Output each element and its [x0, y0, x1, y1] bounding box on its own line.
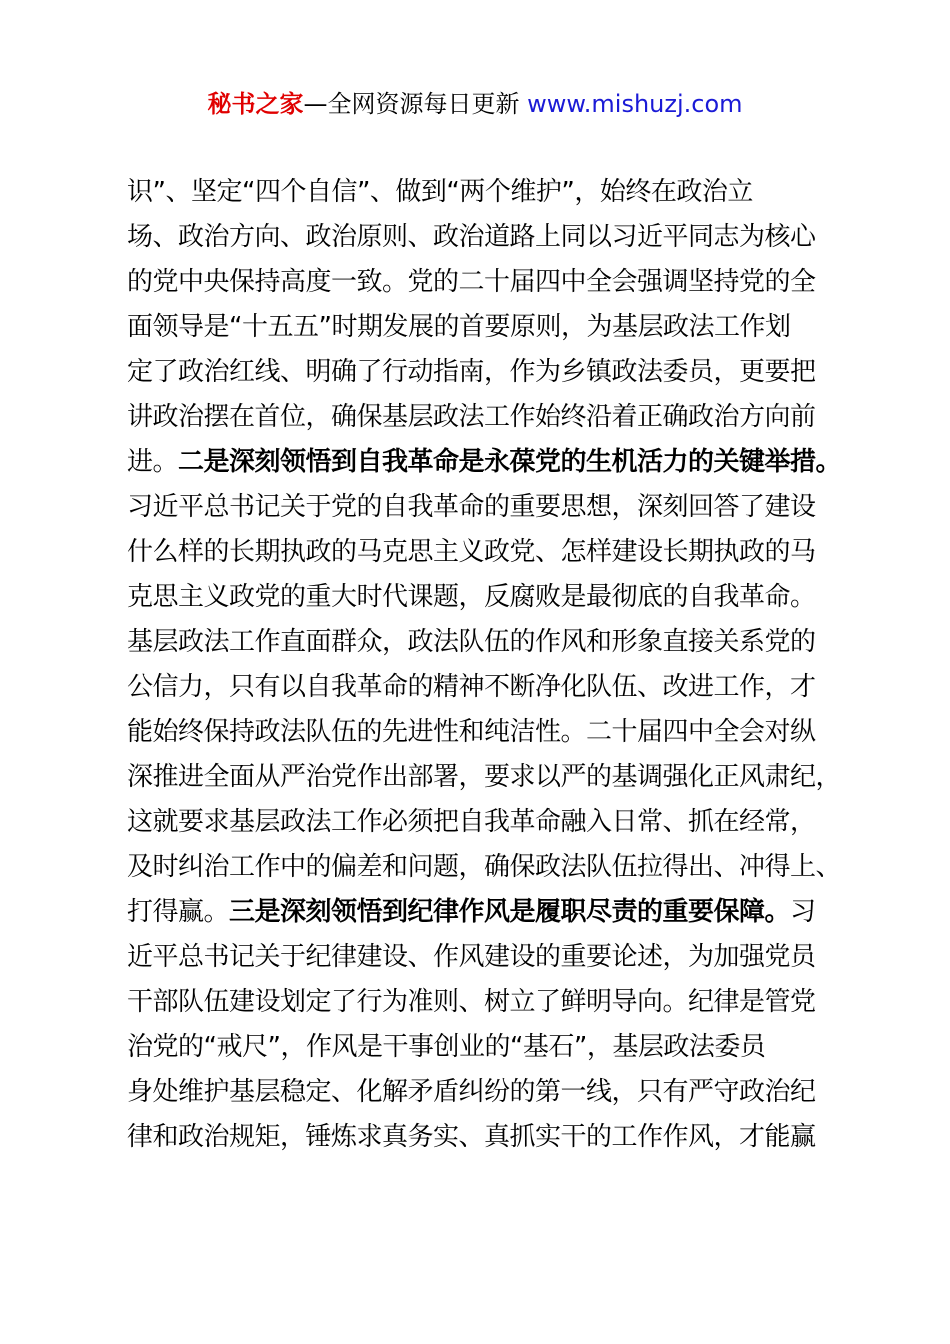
- text-line: 场、政治方向、政治原则、政治道路上同以习近平同志为核心: [127, 222, 816, 252]
- text-line: 什么样的长期执政的马克思主义政党、怎样建设长期执政的马: [127, 537, 816, 567]
- text-line: 身处维护基层稳定、化解矛盾纠纷的第一线，只有严守政治纪: [127, 1077, 816, 1107]
- text-run: 打得赢。: [127, 897, 230, 927]
- bold-heading: 三是深刻领悟到纪律作风是履职尽责的重要保障。: [229, 897, 791, 927]
- text-line: 的党中央保持高度一致。党的二十届四中全会强调坚持党的全: [127, 267, 816, 297]
- text-line: 深推进全面从严治党作出部署，要求以严的基调强化正风肃纪，: [127, 762, 842, 792]
- header-tagline: —全网资源每日更新: [303, 90, 528, 118]
- page-header: [0, 86, 950, 122]
- text-line: 及时纠治工作中的偏差和问题，确保政法队伍拉得出、冲得上、: [127, 852, 842, 882]
- text-line: 基层政法工作直面群众，政法队伍的作风和形象直接关系党的: [127, 627, 816, 657]
- text-line: 治党的“戒尺”，作风是干事创业的“基石”，基层政法委员: [127, 1032, 766, 1062]
- header-url[interactable]: www.mishuzj.com: [527, 90, 743, 118]
- text-line: 面领导是“十五五”时期发展的首要原则，为基层政法工作划: [127, 312, 791, 342]
- text-run: 进。: [127, 447, 179, 477]
- text-line: 克思主义政党的重大时代课题，反腐败是最彻底的自我革命。: [127, 582, 816, 612]
- text-line: 能始终保持政法队伍的先进性和纯洁性。二十届四中全会对纵: [127, 717, 816, 747]
- text-run: 习: [790, 897, 816, 927]
- text-line: 识”、坚定“四个自信”、做到“两个维护”，始终在政治立: [127, 177, 753, 207]
- text-line: 这就要求基层政法工作必须把自我革命融入日常、抓在经常，: [127, 807, 816, 837]
- text-line: 干部队伍建设划定了行为准则、树立了鲜明导向。纪律是管党: [127, 987, 816, 1017]
- header-brand: 秘书之家: [207, 90, 304, 118]
- text-line: 习近平总书记关于党的自我革命的重要思想，深刻回答了建设: [127, 492, 816, 522]
- text-line: [127, 890, 847, 935]
- text-line: 律和政治规矩，锤炼求真务实、真抓实干的工作作风，才能赢: [127, 1122, 816, 1152]
- document-body: [127, 170, 847, 1160]
- text-line: 近平总书记关于纪律建设、作风建设的重要论述，为加强党员: [127, 942, 816, 972]
- text-line: [127, 440, 847, 485]
- text-line: 讲政治摆在首位，确保基层政法工作始终沿着正确政治方向前: [127, 402, 816, 432]
- text-line: 公信力，只有以自我革命的精神不断净化队伍、改进工作，才: [127, 672, 816, 702]
- bold-heading: 二是深刻领悟到自我革命是永葆党的生机活力的关键举措。: [178, 447, 842, 477]
- text-line: 定了政治红线、明确了行动指南，作为乡镇政法委员，更要把: [127, 357, 816, 387]
